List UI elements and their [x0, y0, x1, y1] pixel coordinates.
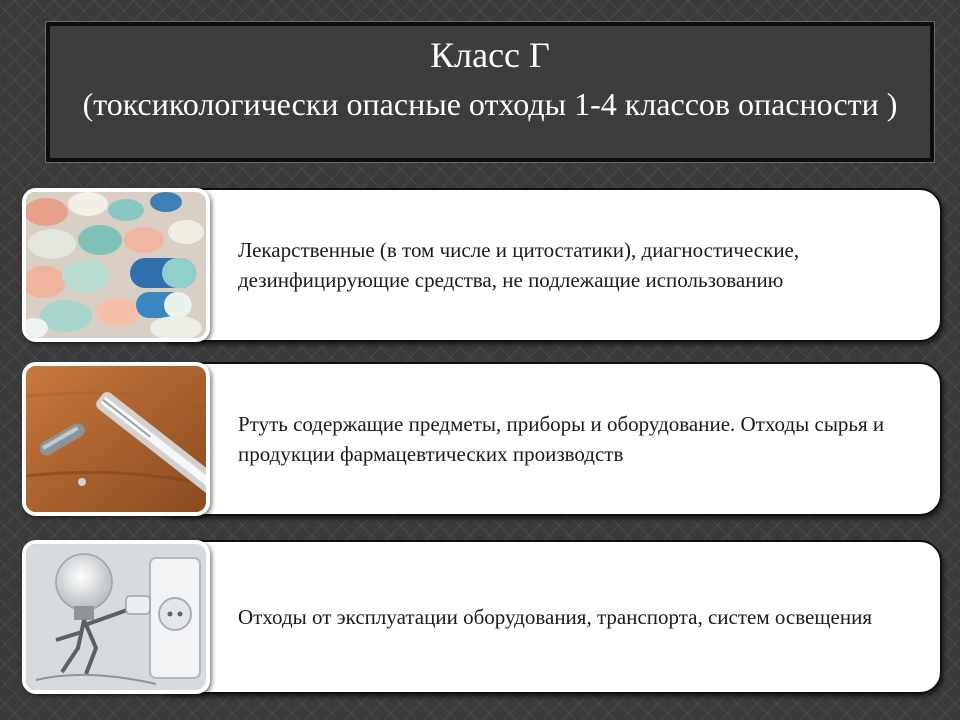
- lightbulb-figure-photo-icon: [22, 540, 210, 694]
- list-item: [22, 188, 946, 342]
- pills-photo-icon: [22, 188, 210, 342]
- item-card: [152, 362, 942, 516]
- item-card: [152, 188, 942, 342]
- item-card: [152, 540, 942, 694]
- item-text: Отходы от эксплуатации оборудования, транспорта, систем освещения: [238, 605, 872, 629]
- thermometer-photo-icon: [22, 362, 210, 516]
- item-text: Лекарственные (в том числе и цитостатики), диагностические, дезинфицирующие средства, не подлежащие использованию: [238, 238, 800, 292]
- item-text: Ртуть содержащие предметы, приборы и оборудование. Отходы сырья и продукции фармацевтических производств: [238, 412, 885, 466]
- page-subtitle: (токсикологически опасные отходы 1-4 классов опасности ): [82, 86, 898, 122]
- list-item: [22, 540, 946, 694]
- list-item: [22, 362, 946, 516]
- page-title: Класс Г: [430, 35, 550, 75]
- title-box: [46, 22, 934, 162]
